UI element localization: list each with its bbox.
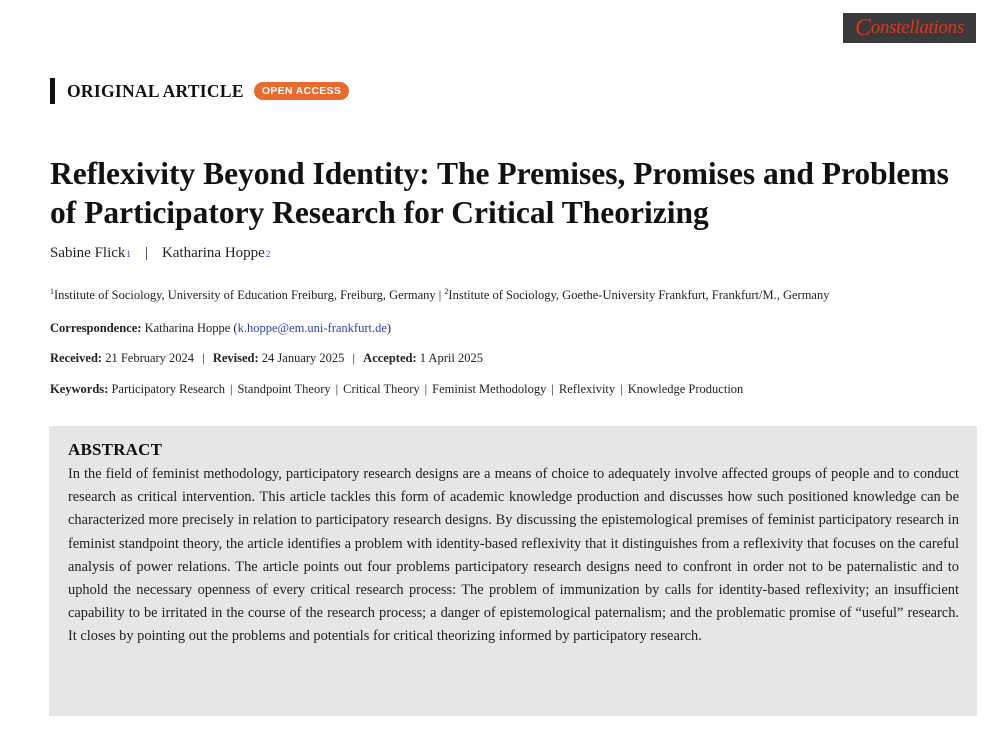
author-name[interactable]: Sabine Flick: [50, 245, 126, 261]
keyword-item: Feminist Methodology: [432, 382, 547, 396]
keywords-line: [50, 382, 743, 397]
revised-label: Revised:: [212, 351, 259, 365]
author-name[interactable]: Katharina Hoppe: [161, 245, 265, 261]
revised-date: 24 January 2025: [261, 351, 345, 365]
keyword-item: Critical Theory: [343, 382, 420, 396]
author-affiliation-ref[interactable]: 1: [126, 249, 131, 259]
correspondence-email-link[interactable]: k.hoppe@em.uni-frankfurt.de: [237, 321, 387, 335]
keywords-label: Keywords:: [50, 382, 109, 396]
author-list: [50, 245, 270, 262]
received-date: 21 February 2024: [105, 351, 195, 365]
date-separator: |: [352, 351, 356, 365]
received-label: Received:: [50, 351, 103, 365]
open-access-badge: OPEN ACCESS: [254, 82, 349, 100]
paren-close: ): [386, 321, 392, 335]
author-separator: |: [144, 245, 148, 261]
keyword-separator: |: [229, 382, 233, 396]
keyword-item: Knowledge Production: [627, 382, 744, 396]
abstract-box: [49, 426, 977, 716]
accepted-label: Accepted:: [363, 351, 417, 365]
abstract-text: In the field of feminist methodology, participatory research designs are a means of choice to adequately involve affected groups of people and to conduct research as critical intervention. This article tackles this form of academic knowledge production and discusses how such positioned knowledge can be characterized more precisely in relation to participatory research designs. By discussing the epistemological premises of feminist participatory research in feminist standpoint theory, the article identifies a problem with identity-based reflexivity that it distinguishes from a reflexivity that focuses on the careful analysis of power relations. The article points out four problems participatory research designs need to confront in order not to be paternalistic and to uphold the necessary openness of every critical research process: The problem of immunization by calls for identity-based reflexivity; an insufficient capability to be irritated in the course of the research process; a danger of epistemological paternalism; and the problematic promise of “useful” research. It closes by pointing out the problems and potentials for critical theorizing informed by participatory research.: [68, 466, 959, 645]
dates-line: [50, 351, 483, 366]
correspondence-label: Correspondence:: [50, 321, 142, 335]
article-type-header: [50, 78, 349, 104]
correspondence-line: [50, 321, 391, 336]
abstract-heading: ABSTRACT: [68, 440, 163, 459]
keyword-separator: |: [335, 382, 339, 396]
keyword-separator: |: [620, 382, 623, 396]
keyword-separator: |: [424, 382, 428, 396]
affiliation-text: Institute of Sociology, University of Education Freiburg, Freiburg, Germany: [54, 288, 436, 303]
author-affiliation-ref[interactable]: 2: [265, 249, 271, 259]
affiliation-marker: 2: [444, 287, 449, 296]
affiliation-marker: 1: [50, 287, 54, 296]
logo-cap: C: [855, 14, 871, 41]
keyword-item: Standpoint Theory: [237, 382, 331, 396]
journal-logo: [843, 13, 976, 43]
affiliation-separator: |: [438, 288, 442, 303]
paren-open: (: [233, 321, 238, 335]
article-title: Reflexivity Beyond Identity: The Premises, Promises and Problems of Participatory Research for Critical Theorizing: [50, 156, 949, 230]
accepted-date: 1 April 2025: [419, 351, 483, 365]
keyword-item: Reflexivity: [558, 382, 616, 396]
date-separator: |: [202, 351, 205, 365]
affiliations: [50, 287, 990, 303]
affiliation-text: Institute of Sociology, Goethe-University Frankfurt, Frankfurt/M., Germany: [448, 288, 830, 303]
logo-rest: onstellations: [870, 17, 964, 38]
correspondence-name: Katharina Hoppe: [144, 321, 231, 335]
type-marker-bar: [50, 78, 55, 104]
keyword-separator: |: [551, 382, 554, 396]
keyword-item: Participatory Research: [111, 382, 225, 396]
article-type-label: ORIGINAL ARTICLE: [67, 80, 244, 101]
